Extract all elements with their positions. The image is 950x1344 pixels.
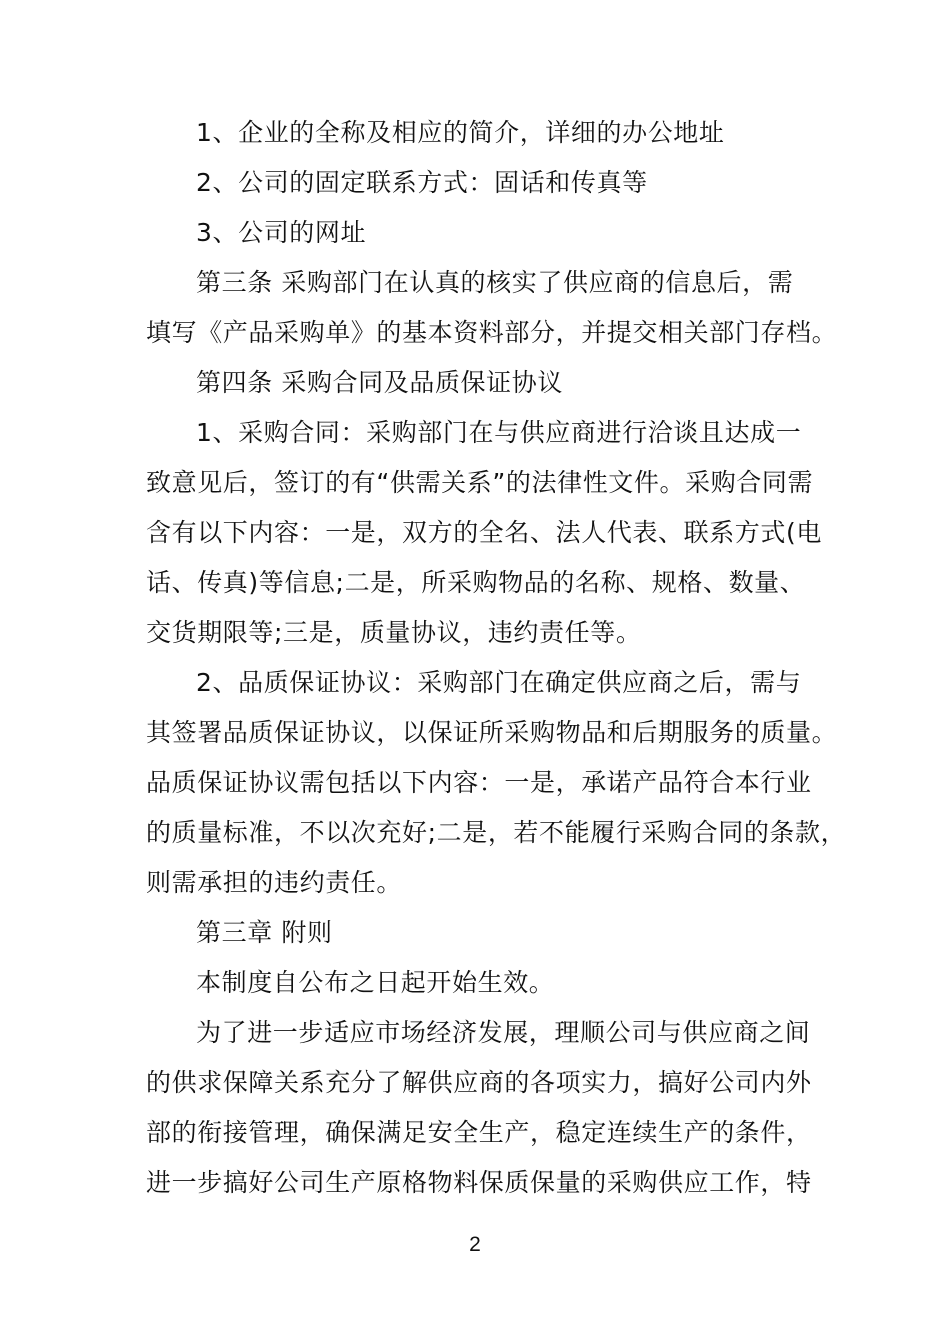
document-body: [146, 108, 847, 1208]
paragraph-line: 则需承担的违约责任。: [146, 868, 403, 897]
paragraph-line: 品质保证协议需包括以下内容：一是，承诺产品符合本行业: [146, 768, 812, 797]
chapter-heading: 第三章 附则: [196, 918, 333, 947]
paragraph-line: 为了进一步适应市场经济发展，理顺公司与供应商之间: [196, 1018, 811, 1047]
paragraph-line: 交货期限等;三是，质量协议，违约责任等。: [146, 618, 642, 647]
paragraph-line: 填写《产品采购单》的基本资料部分，并提交相关部门存档。: [146, 318, 838, 347]
paragraph-line: 的供求保障关系充分了解供应商的各项实力，搞好公司内外: [146, 1068, 812, 1097]
paragraph-line: 2、品质保证协议：采购部门在确定供应商之后，需与: [196, 668, 802, 697]
paragraph-line: 3、公司的网址: [196, 218, 367, 247]
paragraph-line: 第三条 采购部门在认真的核实了供应商的信息后，需: [196, 268, 794, 297]
paragraph-line: 致意见后，签订的有“供需关系”的法律性文件。采购合同需: [146, 468, 814, 497]
paragraph-line: 其签署品质保证协议，以保证所采购物品和后期服务的质量。: [146, 718, 838, 747]
paragraph-line: 部的衔接管理，确保满足安全生产，稳定连续生产的条件，: [146, 1118, 812, 1147]
paragraph-line: 1、企业的全称及相应的简介，详细的办公地址: [196, 118, 725, 147]
paragraph-line: 话、传真)等信息;二是，所采购物品的名称、规格、数量、: [146, 568, 806, 597]
paragraph-line: 的质量标准，不以次充好;二是，若不能履行采购合同的条款，: [146, 818, 847, 847]
page-number: 2: [469, 1233, 481, 1256]
paragraph-line: 2、公司的固定联系方式：固话和传真等: [196, 168, 648, 197]
paragraph-line: 进一步搞好公司生产原格物料保质保量的采购供应工作，特: [146, 1168, 812, 1197]
paragraph-line: 本制度自公布之日起开始生效。: [196, 968, 555, 997]
section-heading: 第四条 采购合同及品质保证协议: [196, 368, 563, 397]
paragraph-line: 含有以下内容：一是，双方的全名、法人代表、联系方式(电: [146, 518, 822, 547]
paragraph-line: 1、采购合同：采购部门在与供应商进行洽谈且达成一: [196, 418, 802, 447]
